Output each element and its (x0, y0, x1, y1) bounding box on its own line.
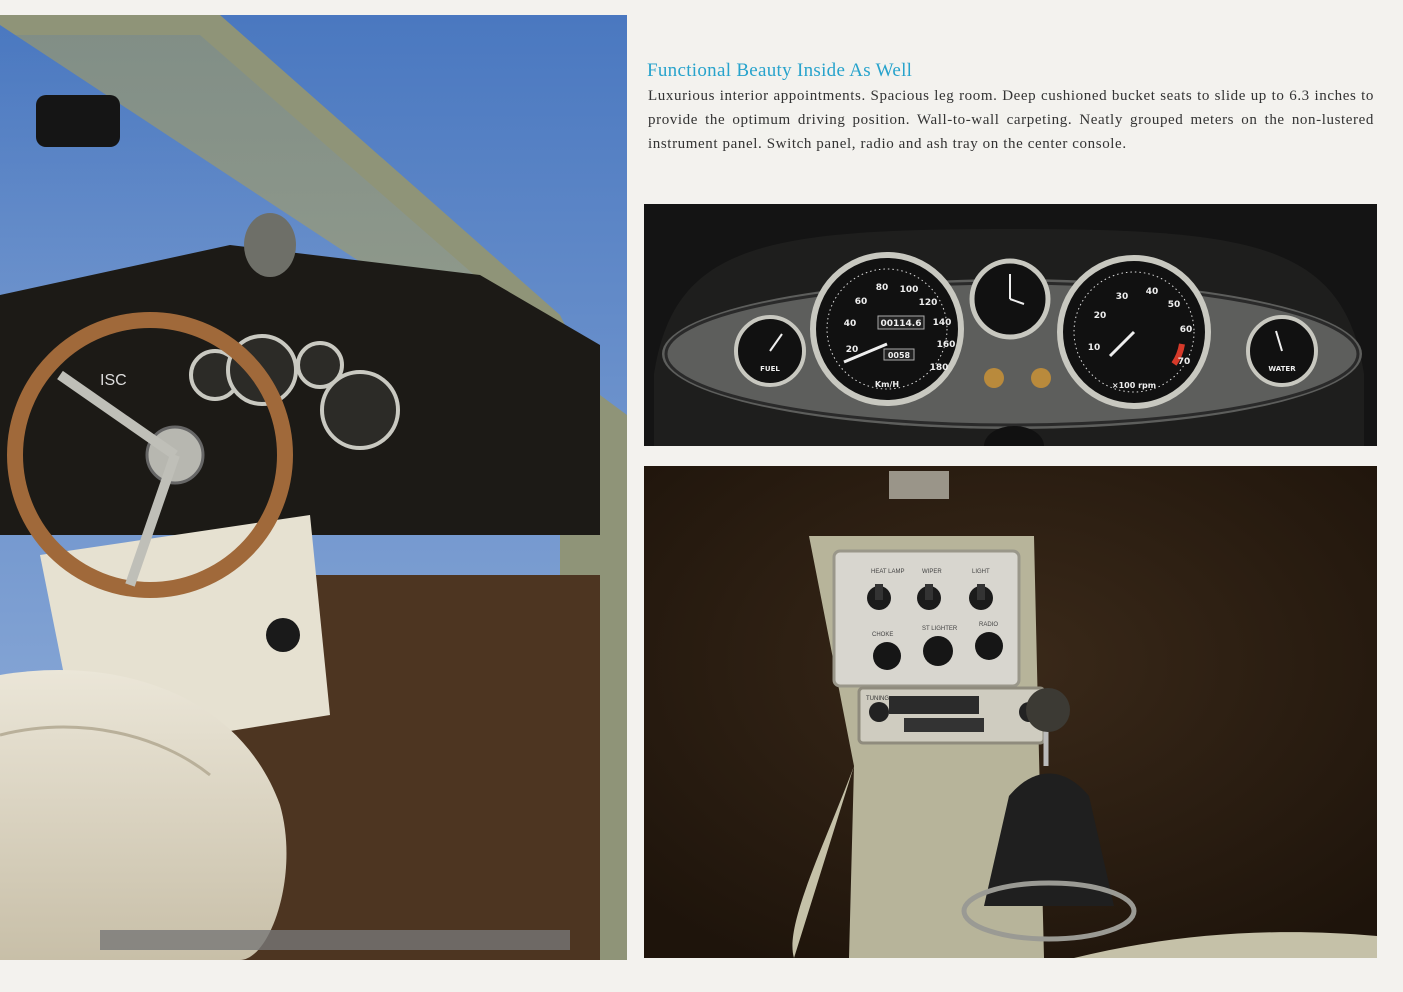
tacho-tick: 20 (1093, 311, 1107, 321)
tachometer (1060, 258, 1208, 406)
speedometer (813, 255, 961, 403)
speedo-tick: 120 (918, 298, 938, 308)
speedo-tick: 160 (936, 340, 956, 350)
radio-unit[interactable] (859, 688, 1044, 743)
interior-photo (0, 15, 627, 960)
steering-badge-text: ISC (100, 372, 127, 389)
tacho-tick: 70 (1177, 357, 1191, 367)
speedo-tick: 100 (899, 285, 919, 295)
switch-label: LIGHT (972, 569, 990, 575)
switch-label: RADIO (979, 622, 999, 628)
tacho-tick: 40 (1145, 287, 1159, 297)
center-console-illustration (644, 466, 1377, 958)
speedo-tick: 180 (929, 363, 949, 373)
speedo-tick: 40 (843, 319, 857, 329)
choke-knob[interactable] (873, 642, 901, 670)
speedo-tick: 60 (854, 297, 868, 307)
switch-label: WIPER (922, 569, 942, 575)
instrument-panel-photo (644, 204, 1377, 446)
clock-gauge (972, 261, 1048, 337)
tacho-tick: 30 (1115, 292, 1129, 302)
instrument-panel-illustration (644, 204, 1377, 446)
tacho-tick: 10 (1087, 343, 1101, 353)
tacho-tick: 50 (1167, 300, 1181, 310)
speedometer-unit: Km/H (874, 380, 900, 389)
section-body-text: Luxurious interior appointments. Spacious leg room. Deep cushioned bucket seats to slide up to 6.3 inches to provide the optimum driving position. Wall-to-wall carpeting. Neatly grouped meters on the non-lustered instrument panel. Switch panel, radio and ash tray on the center console. (648, 88, 1374, 152)
water-label: WATER (1268, 365, 1296, 373)
switch-label: CHOKE (872, 632, 894, 638)
tripmeter-reading: 0058 (887, 351, 911, 360)
radio-tuning-label: TUNING (866, 696, 889, 702)
speedo-tick: 20 (845, 345, 859, 355)
radio-knob[interactable] (975, 632, 1003, 660)
speedo-tick: 80 (875, 283, 889, 293)
fuel-label: FUEL (760, 365, 780, 373)
switch-label: HEAT LAMP (871, 569, 905, 575)
switch-label: ST LIGHTER (922, 626, 958, 632)
tacho-tick: 60 (1179, 325, 1193, 335)
odometer-reading: 00114.6 (880, 319, 922, 329)
tachometer-unit: ×100 rpm (1111, 381, 1157, 390)
center-console-photo (644, 466, 1377, 958)
fuel-gauge (736, 317, 804, 385)
water-temperature-gauge (1248, 317, 1316, 385)
interior-illustration (0, 15, 627, 960)
cigarette-lighter-knob[interactable] (923, 636, 953, 666)
speedo-tick: 140 (932, 318, 952, 328)
section-heading: Functional Beauty Inside As Well (647, 60, 913, 81)
